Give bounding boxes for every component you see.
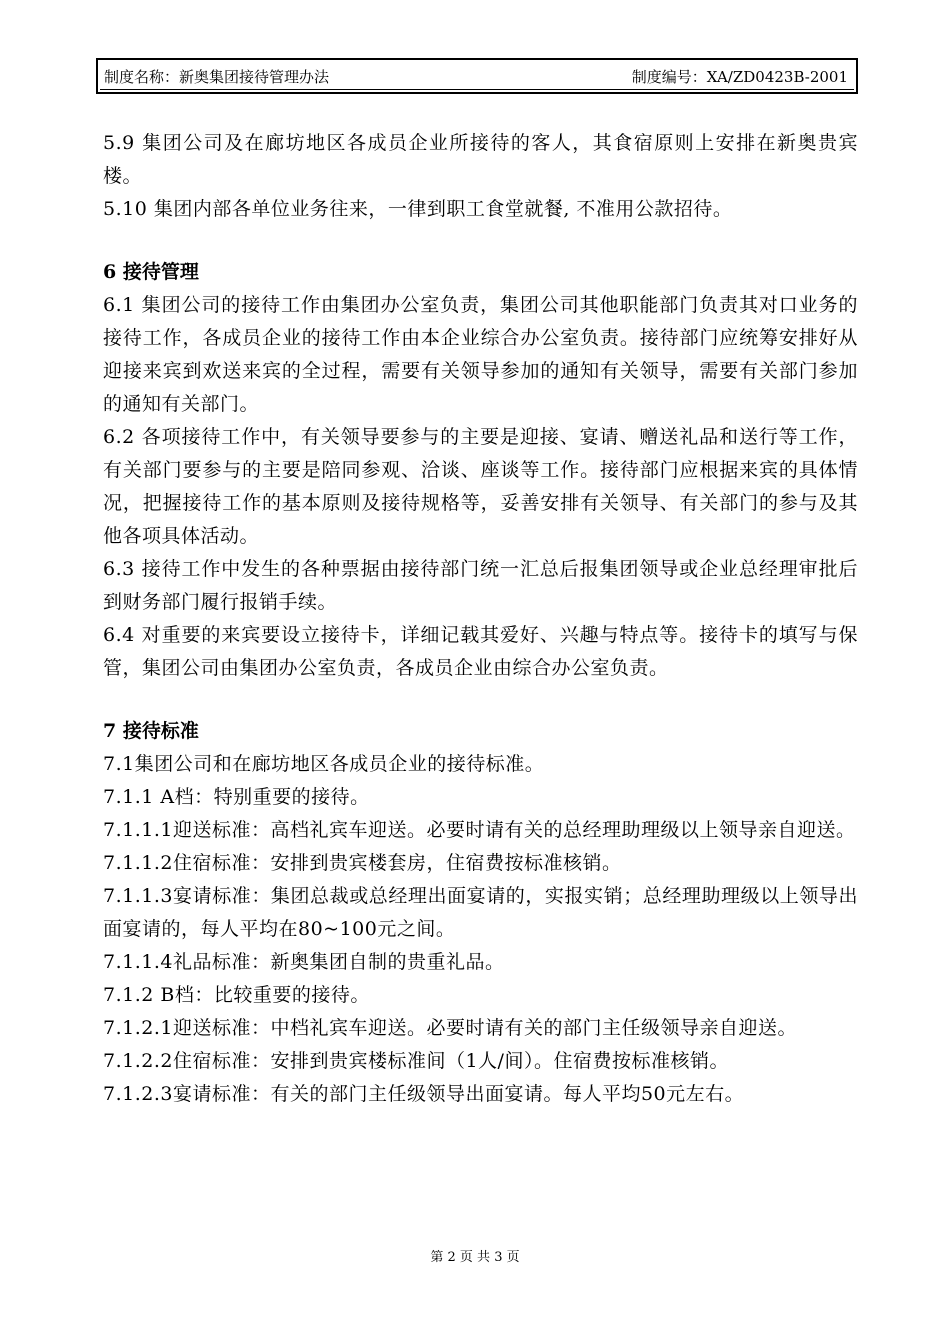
clause-7-1-1-1: 7.1.1.1迎送标准：高档礼宾车迎送。必要时请有关的总经理助理级以上领导亲自迎送。 (103, 819, 856, 841)
clause-7-1-1-3: 7.1.1.3宴请标准：集团总裁或总经理出面宴请的，实报实销；总经理助理级以上领导出面宴请的，每人平均在80~100元之间。 (103, 885, 858, 940)
clause-6-1: 6.1 集团公司的接待工作由集团办公室负责，集团公司其他职能部门负责其对口业务的接待工作，各成员企业的接待工作由本企业综合办公室负责。接待部门应统筹安排好从迎接来宾到欢送来宾的全过程，需要有关领导参加的通知有关领导，需要有关部门参加的通知有关部门。 (103, 294, 858, 415)
header-title: 制度名称：新奥集团接待管理办法 (104, 67, 330, 86)
clause-7-1: 7.1集团公司和在廊坊地区各成员企业的接待标准。 (103, 753, 545, 775)
clause-7-1-1-4: 7.1.1.4礼品标准：新奥集团自制的贵重礼品。 (103, 951, 505, 973)
clause-7-1-2-1: 7.1.2.1迎送标准：中档礼宾车迎送。必要时请有关的部门主任级领导亲自迎送。 (103, 1017, 797, 1039)
section-heading-7: 7 接待标准 (103, 720, 199, 742)
clause-6-4: 6.4 对重要的来宾要设立接待卡，详细记载其爱好、兴趣与特点等。接待卡的填写与保管，集团公司由集团办公室负责，各成员企业由综合办公室负责。 (103, 624, 858, 679)
section-heading-6: 6 接待管理 (103, 261, 199, 283)
clause-7-1-1: 7.1.1 A档：特别重要的接待。 (103, 786, 370, 808)
page-number: 第 2 页 共 3 页 (430, 1250, 520, 1265)
clause-6-2: 6.2 各项接待工作中，有关领导要参与的主要是迎接、宴请、赠送礼品和送行等工作，有关部门要参与的主要是陪同参观、洽谈、座谈等工作。接待部门应根据来宾的具体情况，把握接待工作的基本原则及接待规格等，妥善安排有关领导、有关部门的参与及其他各项具体活动。 (103, 426, 858, 547)
header-doc-number: 制度编号：XA/ZD0423B-2001 (631, 67, 848, 86)
clause-7-1-1-2: 7.1.1.2住宿标准：安排到贵宾楼套房，住宿费按标准核销。 (103, 852, 622, 874)
document-header (96, 58, 858, 94)
clause-6-3: 6.3 接待工作中发生的各种票据由接待部门统一汇总后报集团领导或企业总经理审批后到财务部门履行报销手续。 (103, 558, 858, 613)
clause-7-1-2: 7.1.2 B档：比较重要的接待。 (103, 984, 370, 1006)
clause-5-9: 5.9 集团公司及在廊坊地区各成员企业所接待的客人，其食宿原则上安排在新奥贵宾楼。 (103, 132, 858, 187)
clause-5-10: 5.10 集团内部各单位业务往来，一律到职工食堂就餐, 不准用公款招待。 (103, 198, 733, 220)
clause-7-1-2-2: 7.1.2.2住宿标准：安排到贵宾楼标准间（1人/间）。住宿费按标准核销。 (103, 1050, 729, 1072)
clause-7-1-2-3: 7.1.2.3宴请标准：有关的部门主任级领导出面宴请。每人平均50元左右。 (103, 1083, 745, 1105)
document-body (103, 127, 858, 1111)
